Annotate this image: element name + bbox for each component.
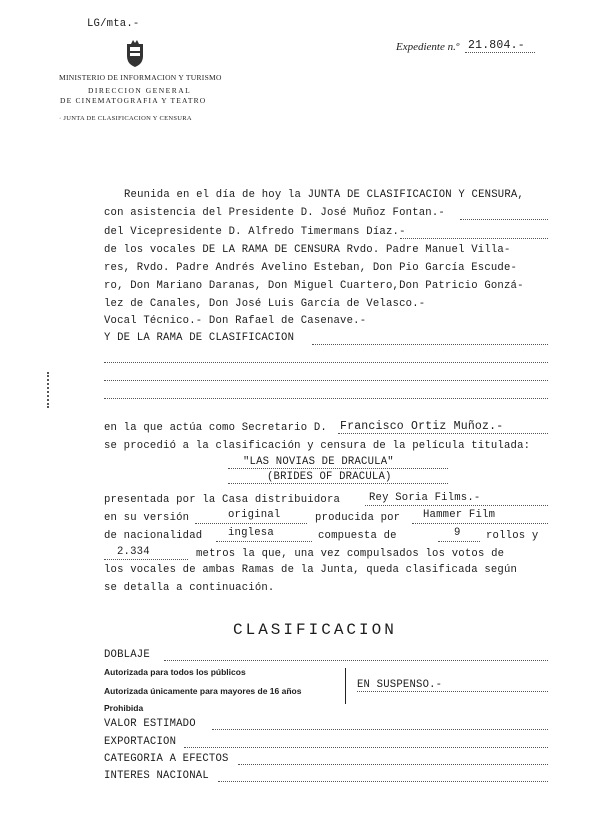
fill-line bbox=[412, 523, 548, 524]
fill-line bbox=[212, 729, 548, 730]
expediente-number: 21.804.- bbox=[468, 39, 525, 52]
fill-line bbox=[400, 238, 548, 239]
direction-general: DIRECCION GENERAL bbox=[88, 86, 192, 95]
secretario-label: en la que actúa como Secretario D. bbox=[104, 422, 327, 434]
body-line-9: Y DE LA RAMA DE CLASIFICACION bbox=[104, 332, 295, 344]
distribuidora-name: Rey Soria Films.- bbox=[369, 492, 481, 504]
categoria-label: CATEGORIA A EFECTOS bbox=[104, 753, 229, 765]
body-line-8: Vocal Técnico.- Don Rafael de Casenave.- bbox=[104, 315, 367, 327]
procedio-line: se procedió a la clasificación y censura de la película titulada: bbox=[104, 440, 531, 452]
film-original-title: (BRIDES OF DRACULA) bbox=[267, 471, 392, 483]
version-value: original bbox=[228, 509, 281, 521]
margin-mark bbox=[47, 372, 52, 408]
exportacion-label: EXPORTACION bbox=[104, 736, 177, 748]
prohibida-label: Prohibida bbox=[104, 703, 144, 713]
interes-nacional-label: INTERES NACIONAL bbox=[104, 770, 209, 782]
body-line-1: Reunida en el día de hoy la JUNTA DE CLASIFICACION Y CENSURA, bbox=[124, 189, 524, 201]
body-line-5: res, Rvdo. Padre Andrés Avelino Esteban, Don Pio García Escude- bbox=[104, 262, 518, 274]
fill-line bbox=[164, 660, 548, 661]
fill-line bbox=[357, 691, 548, 692]
doblaje-label: DOBLAJE bbox=[104, 649, 150, 661]
nacionalidad-label: de nacionalidad bbox=[104, 530, 203, 542]
nacionalidad-value: inglesa bbox=[228, 527, 274, 539]
fill-line bbox=[216, 541, 312, 542]
body-line-3: del Vicepresidente D. Alfredo Timermans Díaz.- bbox=[104, 226, 406, 238]
fill-line bbox=[460, 219, 548, 220]
closing-line-2: se detalla a continuación. bbox=[104, 582, 275, 594]
fill-line bbox=[438, 541, 480, 542]
fill-line bbox=[104, 398, 548, 399]
fill-line bbox=[365, 505, 548, 506]
ministry-name: MINISTERIO DE INFORMACION Y TURISMO bbox=[59, 73, 222, 82]
autorizada-mayores: Autorizada únicamente para mayores de 16 años bbox=[104, 686, 302, 696]
presentada-label: presentada por la Casa distribuidora bbox=[104, 494, 341, 506]
fill-line bbox=[104, 362, 548, 363]
body-line-4: de los vocales DE LA RAMA DE CENSURA Rvdo. Padre Manuel Villa- bbox=[104, 244, 511, 256]
rollos-label: rollos y bbox=[486, 530, 539, 542]
fill-line bbox=[312, 344, 548, 345]
version-label: en su versión bbox=[104, 512, 190, 524]
fill-line bbox=[195, 523, 307, 524]
rollos-value: 9 bbox=[454, 527, 461, 539]
junta-label: · JUNTA DE CLASIFICACION Y CENSURA bbox=[59, 115, 192, 122]
classification-bracket bbox=[345, 668, 356, 704]
closing-line-1: los vocales de ambas Ramas de la Junta, queda clasificada según bbox=[104, 564, 518, 576]
compuesta-label: compuesta de bbox=[318, 530, 397, 542]
autorizada-todos: Autorizada para todos los públicos bbox=[104, 667, 246, 677]
fill-line bbox=[104, 559, 188, 560]
metros-value: 2.334 bbox=[117, 546, 150, 558]
film-title: "LAS NOVIAS DE DRACULA" bbox=[243, 456, 394, 468]
direction-department: DE CINEMATOGRAFIA Y TEATRO bbox=[60, 96, 207, 105]
body-line-2: con asistencia del Presidente D. José Muñoz Fontan.- bbox=[104, 207, 445, 219]
fill-line bbox=[218, 781, 548, 782]
secretario-name: Francisco Ortiz Muñoz.- bbox=[340, 420, 504, 433]
fill-line bbox=[184, 747, 548, 748]
reference-code: LG/mta.- bbox=[87, 18, 140, 30]
expediente-line bbox=[465, 52, 535, 53]
metros-text: metros la que, una vez compulsados los votos de bbox=[196, 548, 505, 560]
fill-line bbox=[238, 764, 548, 765]
fill-line bbox=[104, 380, 548, 381]
valor-estimado-label: VALOR ESTIMADO bbox=[104, 718, 196, 730]
body-line-6: ro, Don Mariano Daranas, Don Miguel Cuartero,Don Patricio Gonzá- bbox=[104, 280, 524, 292]
fill-line bbox=[228, 468, 448, 469]
classification-result: EN SUSPENSO.- bbox=[357, 679, 443, 691]
fill-line bbox=[338, 433, 548, 434]
productora-name: Hammer Film bbox=[423, 509, 496, 521]
fill-line bbox=[228, 483, 448, 484]
coat-of-arms-icon bbox=[123, 40, 147, 68]
producida-label: producida por bbox=[315, 512, 401, 524]
expediente-label: Expediente n.º bbox=[396, 41, 460, 53]
clasificacion-heading: CLASIFICACION bbox=[233, 621, 397, 639]
body-line-7: lez de Canales, Don José Luis García de Velasco.- bbox=[104, 298, 426, 310]
